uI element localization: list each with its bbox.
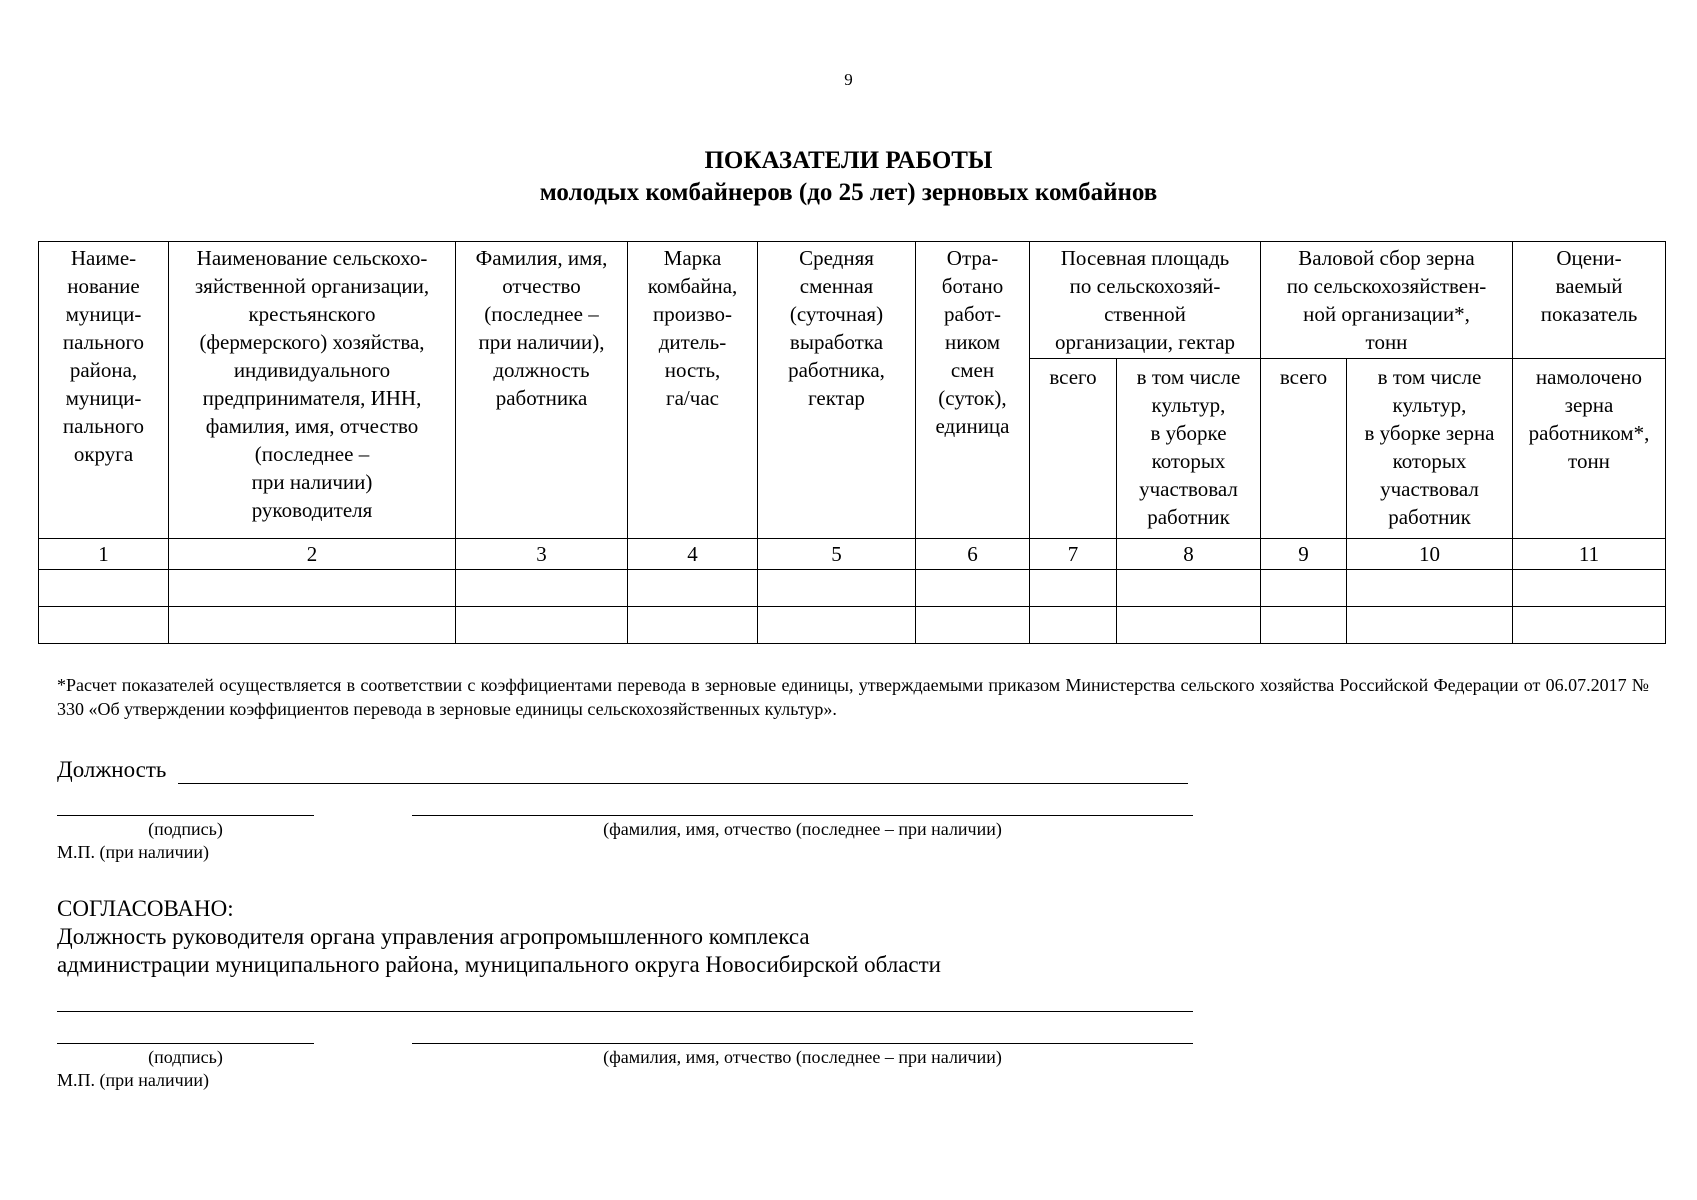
page-number: 9 bbox=[844, 70, 853, 89]
table-row bbox=[39, 570, 1666, 607]
full-name-line[interactable] bbox=[412, 815, 1193, 816]
column-number: 4 bbox=[628, 539, 758, 570]
header-indicator-group: Оцени- ваемый показатель bbox=[1513, 242, 1666, 359]
position-line[interactable] bbox=[178, 783, 1188, 784]
title-line-2: молодых комбайнеров (до 25 лет) зерновых комбайнов bbox=[539, 179, 1158, 206]
signature-caption: (подпись) bbox=[148, 1047, 223, 1067]
approval-position-line-2: администрации муниципального района, муниципального округа Новосибирской области bbox=[57, 952, 941, 977]
header-district: Наиме- нование муници- пального района, муници- пального округа bbox=[39, 242, 169, 539]
table-cell[interactable] bbox=[456, 607, 628, 644]
table-cell[interactable] bbox=[758, 570, 916, 607]
column-number: 1 bbox=[39, 539, 169, 570]
table-cell[interactable] bbox=[1117, 570, 1261, 607]
full-name-line[interactable] bbox=[412, 1043, 1193, 1044]
header-combine-brand: Марка комбайна, произво- дитель- ность, га/час bbox=[628, 242, 758, 539]
indicators-table bbox=[38, 241, 1666, 644]
header-shifts-worked: Отра- ботано работ- ником смен (суток), единица bbox=[916, 242, 1030, 539]
header-harvest-crops: в том числе культур, в уборке зерна которых участвовал работник bbox=[1347, 359, 1513, 539]
seal-label: М.П. (при наличии) bbox=[57, 1070, 209, 1090]
header-gross-harvest-group: Валовой сбор зерна по сельскохозяйствен- ной организации*, тонн bbox=[1261, 242, 1513, 359]
signature-line[interactable] bbox=[57, 1043, 314, 1044]
table-cell[interactable] bbox=[628, 570, 758, 607]
position-label: Должность bbox=[57, 757, 167, 782]
column-number: 11 bbox=[1513, 539, 1666, 570]
column-number: 10 bbox=[1347, 539, 1513, 570]
full-name-caption: (фамилия, имя, отчество (последнее – при наличии) bbox=[603, 819, 1002, 839]
table-cell[interactable] bbox=[39, 607, 169, 644]
table-cell[interactable] bbox=[1030, 607, 1117, 644]
table-cell[interactable] bbox=[1347, 607, 1513, 644]
table-cell[interactable] bbox=[169, 607, 456, 644]
column-number: 9 bbox=[1261, 539, 1347, 570]
header-worker-name: Фамилия, имя, отчество (последнее – при наличии), должность работника bbox=[456, 242, 628, 539]
approval-heading: СОГЛАСОВАНО: bbox=[57, 896, 234, 921]
table-cell[interactable] bbox=[758, 607, 916, 644]
table-row bbox=[39, 607, 1666, 644]
header-sown-total: всего bbox=[1030, 359, 1117, 539]
column-number: 7 bbox=[1030, 539, 1117, 570]
table-cell[interactable] bbox=[1513, 607, 1666, 644]
approval-position-line[interactable] bbox=[57, 1011, 1193, 1012]
header-harvest-total: всего bbox=[1261, 359, 1347, 539]
header-organization: Наименование сельскохо- зяйственной организации, крестьянского (фермерского) хозяйства, индивидуального предпринимателя, ИНН, фамилия, имя, отчество (последнее – при наличии) руководителя bbox=[169, 242, 456, 539]
header-average-output: Средняя сменная (суточная) выработка работника, гектар bbox=[758, 242, 916, 539]
table-cell[interactable] bbox=[1030, 570, 1117, 607]
table-cell[interactable] bbox=[1513, 570, 1666, 607]
signature-line[interactable] bbox=[57, 815, 314, 816]
table-cell[interactable] bbox=[456, 570, 628, 607]
column-number: 2 bbox=[169, 539, 456, 570]
table-cell[interactable] bbox=[916, 607, 1030, 644]
table-cell[interactable] bbox=[1261, 607, 1347, 644]
footnote: *Расчет показателей осуществляется в соответствии с коэффициентами перевода в зерновые единицы, утверждаемыми приказом Министерства сельского хозяйства Российской Федерации от 06.07.2017 № 330 «Об утверждении коэффициентов перевода в зерновые единицы сельскохозяйственных культур». bbox=[57, 675, 1649, 719]
column-number: 6 bbox=[916, 539, 1030, 570]
header-sown-area-group: Посевная площадь по сельскохозяй- ственной организации, гектар bbox=[1030, 242, 1261, 359]
table-cell[interactable] bbox=[39, 570, 169, 607]
column-number: 5 bbox=[758, 539, 916, 570]
column-number: 8 bbox=[1117, 539, 1261, 570]
title-line-1: ПОКАЗАТЕЛИ РАБОТЫ bbox=[704, 147, 993, 174]
table-cell[interactable] bbox=[916, 570, 1030, 607]
table-cell[interactable] bbox=[628, 607, 758, 644]
table-cell[interactable] bbox=[169, 570, 456, 607]
seal-label: М.П. (при наличии) bbox=[57, 842, 209, 862]
table-cell[interactable] bbox=[1117, 607, 1261, 644]
column-number: 3 bbox=[456, 539, 628, 570]
table-cell[interactable] bbox=[1347, 570, 1513, 607]
header-threshed-grain: намолочено зерна работником*, тонн bbox=[1513, 359, 1666, 539]
document-title bbox=[0, 145, 1697, 209]
header-sown-crops: в том числе культур, в уборке которых участвовал работник bbox=[1117, 359, 1261, 539]
full-name-caption: (фамилия, имя, отчество (последнее – при наличии) bbox=[603, 1047, 1002, 1067]
signature-caption: (подпись) bbox=[148, 819, 223, 839]
approval-position-line-1: Должность руководителя органа управления агропромышленного комплекса bbox=[57, 924, 810, 949]
column-numbers-row bbox=[39, 539, 1666, 570]
table-cell[interactable] bbox=[1261, 570, 1347, 607]
